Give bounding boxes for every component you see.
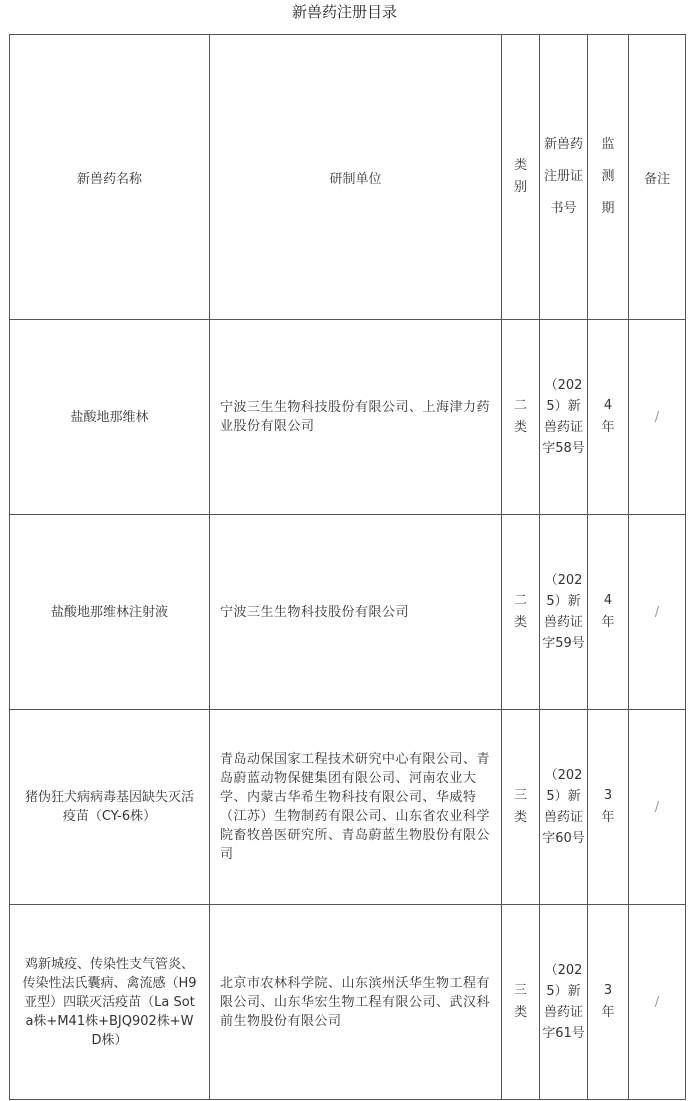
certificate-cell: （2025）新兽药证字60号 — [540, 710, 588, 905]
developer-cell: 北京市农林科学院、山东滨州沃华生物工程有限公司、山东华宏生物工程有限公司、武汉科前生物股份有限公司 — [210, 905, 502, 1100]
developer-cell: 宁波三生生物科技股份有限公司 — [210, 515, 502, 710]
monitoring-cell: 3 年 — [588, 710, 629, 905]
category-cell: 二 类 — [502, 320, 540, 515]
table-header-row — [10, 35, 686, 320]
monitoring-cell: 4 年 — [588, 320, 629, 515]
header-certificate: 新兽药注册证书号 — [540, 35, 588, 320]
drug-name-cell: 盐酸地那维林 — [10, 320, 210, 515]
developer-cell: 宁波三生生物科技股份有限公司、上海津力药业股份有限公司 — [210, 320, 502, 515]
drug-name-cell: 盐酸地那维林注射液 — [10, 515, 210, 710]
developer-cell: 青岛动保国家工程技术研究中心有限公司、青岛蔚蓝动物保健集团有限公司、河南农业大学、内蒙古华希生物科技有限公司、华威特（江苏）生物制药有限公司、山东省农业科学院畜牧兽医研究所、青岛蔚蓝生物股份有限公司 — [210, 710, 502, 905]
table-row — [10, 905, 686, 1100]
category-cell: 二 类 — [502, 515, 540, 710]
remark-cell: / — [629, 320, 686, 515]
certificate-cell: （2025）新兽药证字61号 — [540, 905, 588, 1100]
drug-name-cell: 鸡新城疫、传染性支气管炎、传染性法氏囊病、禽流感（H9亚型）四联灭活疫苗（La Sota株+M41株+BJQ902株+WD株） — [10, 905, 210, 1100]
header-name: 新兽药名称 — [10, 35, 210, 320]
category-cell: 三 类 — [502, 710, 540, 905]
monitoring-cell: 3 年 — [588, 905, 629, 1100]
remark-cell: / — [629, 905, 686, 1100]
table-row — [10, 515, 686, 710]
table-row — [10, 710, 686, 905]
certificate-cell: （2025）新兽药证字59号 — [540, 515, 588, 710]
header-remark: 备注 — [629, 35, 686, 320]
category-cell: 三 类 — [502, 905, 540, 1100]
header-monitoring: 监 测 期 — [588, 35, 629, 320]
header-developer: 研制单位 — [210, 35, 502, 320]
drug-name-cell: 猪伪狂犬病病毒基因缺失灭活疫苗（CY-6株） — [10, 710, 210, 905]
header-category: 类 别 — [502, 35, 540, 320]
page-title: 新兽药注册目录 — [291, 3, 397, 21]
certificate-cell: （2025）新兽药证字58号 — [540, 320, 588, 515]
monitoring-cell: 4 年 — [588, 515, 629, 710]
remark-cell: / — [629, 515, 686, 710]
remark-cell: / — [629, 710, 686, 905]
registry-table — [9, 34, 686, 1100]
table-row — [10, 320, 686, 515]
